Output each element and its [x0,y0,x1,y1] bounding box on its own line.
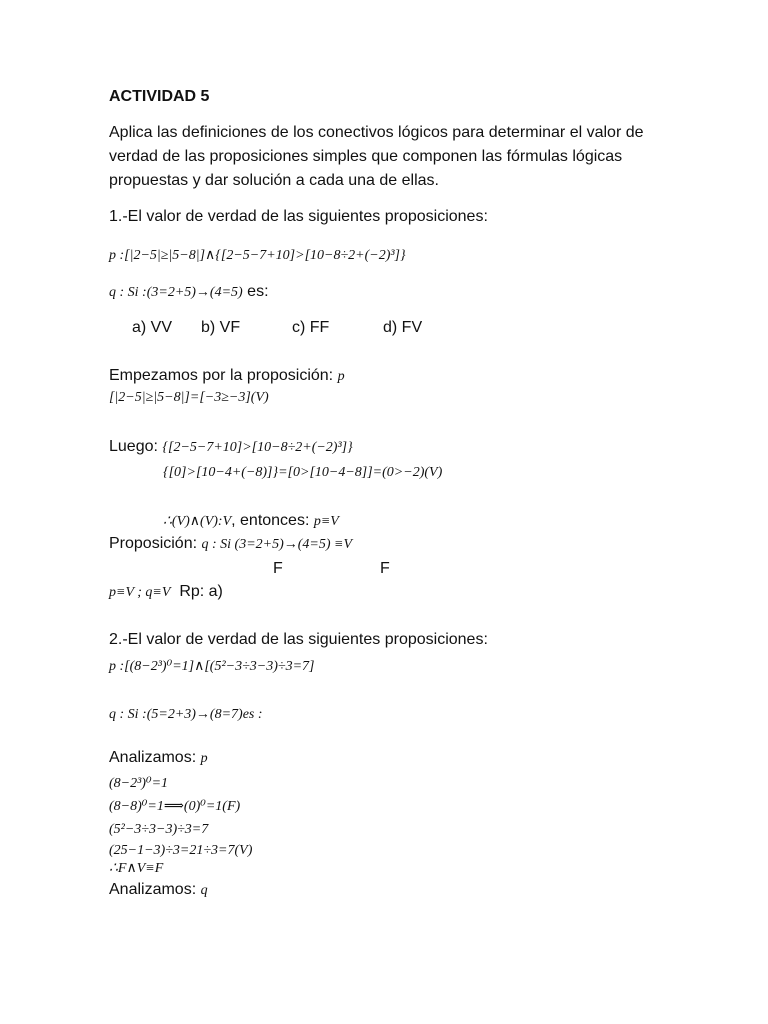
prop-formula: q : Si (3=2+5)→(4=5) ≡V [201,537,353,552]
analizamos-label: Analizamos: [109,749,197,766]
formula-line1: [|2−5|≥|5−8|]=[−3≥−3](V) [109,390,269,405]
formula-p2: p :[(8−2³)⁰=1]∧[(5²−3÷3−3)÷3=7] [109,659,315,674]
q-suffix: es: [247,283,269,300]
formula-s2-3: (5²−3÷3−3)÷3=7 [109,822,209,837]
formula-q2: q : Si :(5=2+3)→(8=7)es : [109,707,263,722]
start-label: Empezamos por la proposición: [109,367,334,384]
solution1-result [109,580,223,605]
solution1-line2 [163,460,442,485]
solution1-luego [109,435,353,460]
answer: Rp: a) [179,583,223,600]
truth-f1: F [273,560,283,577]
formula-p: p :[|2−5|≥|5−8|]∧{[2−5−7+10]>[10−8÷2+(−2)³]} [109,248,406,263]
intro-line-1: Aplica las definiciones de los conectivos lógicos para determinar el valor de [109,124,644,141]
problem2-p-formula [109,654,314,679]
solution2-line-2 [109,794,240,819]
result-formula: p≡V ; q≡V [109,585,171,600]
solution2-analizamos-q [109,878,208,903]
solution1-line1 [109,385,269,410]
solution1-therefore [163,509,339,534]
problem1-p-formula [109,243,406,268]
problem2-q-formula [109,702,263,727]
solution2-line-1 [109,771,168,796]
truth-f2: F [380,560,390,577]
therefore-result: p≡V [313,514,339,529]
formula-s2-5: ∴F∧V≡F [109,861,164,876]
analizamos-var-q: q [200,883,208,898]
formula-line2: {[0]>[10−4+(−8)]}=[0>[10−4−8]]=(0>−2)(V) [163,465,443,480]
luego-label: Luego: [109,438,158,455]
intro-line-2: verdad de las proposiciones simples que componen las fórmulas lógicas [109,148,623,165]
solution1-proposicion [109,532,352,557]
formula-s2-2: (8−8)⁰=1⟹(0)⁰=1(F) [109,799,241,814]
problem1-q-line [109,280,269,305]
option-a: a) VV [132,319,173,336]
document-title: ACTIVIDAD 5 [109,88,210,105]
intro-line-3: propuestas y dar solución a cada una de ellas. [109,172,439,189]
option-c: c) FF [292,319,330,336]
problem2-heading: 2.-El valor de verdad de las siguientes proposiciones: [109,631,488,648]
formula-q: q : Si :(3=2+5)→(4=5) [109,285,243,300]
problem1-heading: 1.-El valor de verdad de las siguientes proposiciones: [109,208,488,225]
luego-formula: {[2−5−7+10]>[10−8÷2+(−2)³]} [162,440,353,455]
option-d: d) FV [383,319,423,336]
therefore-suffix: , entonces: [231,512,310,529]
start-var: p [337,369,345,384]
prop-label: Proposición: [109,535,198,552]
analizamos-label-q: Analizamos: [109,881,197,898]
formula-s2-4: (25−1−3)÷3=21÷3=7(V) [109,843,253,858]
solution2-analizamos-p [109,746,208,771]
formula-s2-1: (8−2³)⁰=1 [109,776,169,791]
analizamos-var-p: p [200,751,208,766]
option-b: b) VF [201,319,241,336]
therefore-formula: ∴(V)∧(V):V [163,514,232,529]
